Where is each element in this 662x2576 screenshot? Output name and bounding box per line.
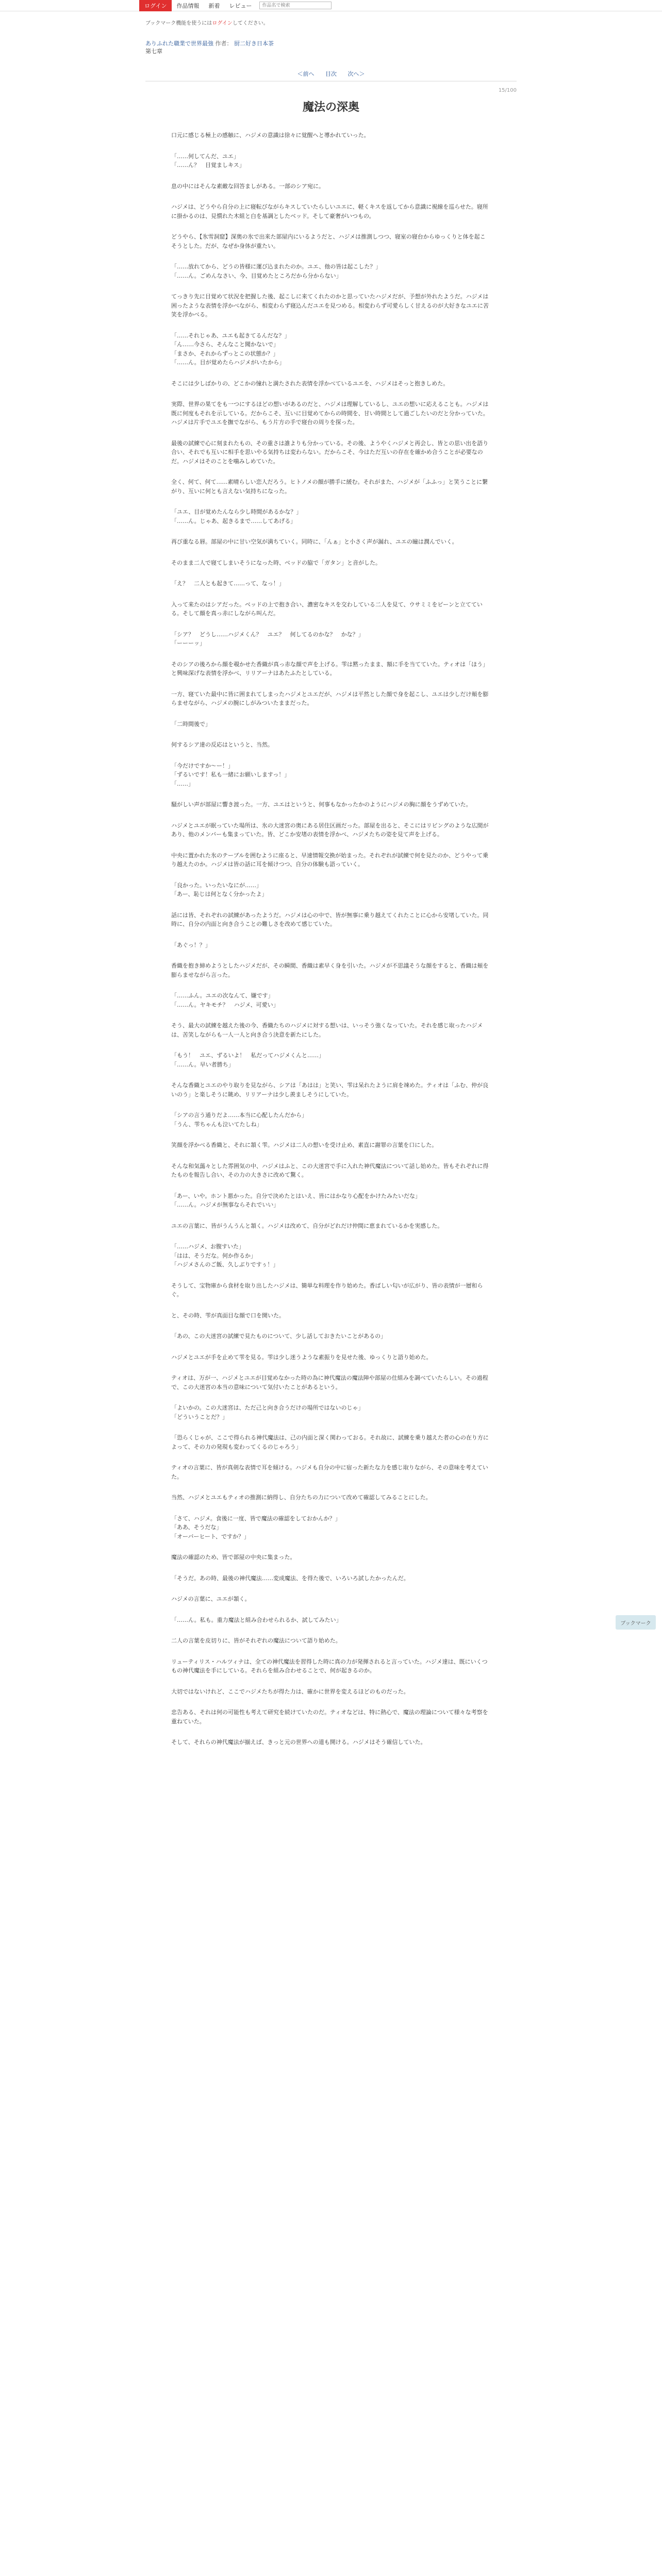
top-navigation-bar (0, 0, 662, 11)
paragraph: そのシアの後ろから顔を覗かせた香織が真っ赤な顔で声を上げる。雫は黙ったまま、額に手を当てていた。ティオは「ほう」と興味深げな表情を浮かべ、リリアーナはあたふたとしている。 (171, 660, 489, 676)
paragraph: 「さて、ハジメ。食後に一度、皆で魔法の確認をしておかんか？」 「ああ、そうだな」 「オーバーヒート、ですか？」 (171, 1515, 341, 1540)
part-label: 第七章 (145, 48, 162, 55)
paragraph: 香織を抱き締めようとしたハジメだが、その瞬間、香織は素早く身を引いた。ハジメが不思議そうな顔をすると、香織は頬を膨らませながら言った。 (171, 962, 489, 978)
paragraph: 話には皆、それぞれの試練があったようだ。ハジメは心の中で、皆が無事に乗り越えてくれたことに心から安堵していた。同時に、自分の内面と向き合うことの難しさを改めて感じていた。 (171, 911, 489, 927)
series-title-link[interactable]: ありふれた職業で世界最強 (145, 40, 213, 47)
paragraph: そんな香織とユエのやり取りを見ながら、シアは「あはは」と笑い、雫は呆れたように肩を竦めた。ティオは「ふむ、仲が良いのう」と楽しそうに眺め、リリアーナは少し羨ましそうにしていた。 (171, 1082, 489, 1098)
paragraph: 「二時間後で」 (171, 720, 211, 727)
paragraph: 全く、何て、何て……素晴らしい恋人だろう。ヒトノメの顔が勝手に緩む。それがまた、ハジメが「ふふっ」と笑うことに繋がり、互いに何とも言えない気持ちになった。 (171, 479, 488, 495)
paragraph: 「よいかの。この大迷宮は、ただ己と向き合うだけの場所ではないのじゃ」 「どういうことだ？」 (171, 1404, 364, 1420)
paragraph: 再び重なる唇。部屋の中に甘い空気が満ちていく。同時に、「んぁ」と小さく声が漏れ、ユエの瞳は潤んでいく。 (171, 538, 458, 545)
paragraph: 口元に感じる極上の感触に、ハジメの意識は徐々に覚醒へと導かれていった。 (171, 132, 370, 139)
paragraph: 「……ふん。ユエの次なんて、嫌です」 「……ん。ヤキモチ？ ハジメ、可愛い」 (171, 992, 279, 1008)
notice-login-link[interactable]: ログイン (212, 21, 233, 26)
paragraph: 大切ではないけれど、ここでハジメたちが得た力は、確かに世界を変えるほどのものだった。 (171, 1688, 409, 1695)
paragraph: 騒がしい声が部屋に響き渡った。一方、ユエはというと、何事もなかったかのようにハジメの胸に顔をうずめていた。 (171, 801, 472, 808)
paragraph: 「そうだ。あの時、最後の神代魔法……変成魔法、を得た後で、いろいろ試したかったんだ。 (171, 1574, 409, 1582)
paragraph: ティオの言葉に、皆が真剣な表情で耳を傾ける。ハジメも自分の中に宿った新たな力を感じ取りながら、その意味を考えていた。 (171, 1464, 488, 1480)
paragraph: 忠告ある、それは何の可能性も考えて研究を続けていたのだ。ティオなどは、特に熱心で、魔法の理論について様々な考察を重ねていた。 (171, 1709, 488, 1725)
paragraph: 何するシア達の反応はというと、当然。 (171, 741, 273, 748)
chapter-title: 魔法の深奥 (302, 101, 359, 114)
bookmark-notice (145, 19, 517, 26)
paragraph: 「恐らくじゃが、ここで得られる神代魔法は、己の内面と深く関わっておる。それ故に、試練を乗り越えた者の心の在り方によって、その力の発現も変わってくるのじゃろう」 (171, 1434, 489, 1450)
paragraph: 「……放れてから、どうの皆様に運び込まれたのか。ユエ、他の皆は起こした？」 「……ん。ごめんなさい、今、目覚めたところだから分からない」 (171, 263, 382, 279)
paragraph: そして、それらの神代魔法が揃えば、きっと元の世界への道も開ける。ハジメはそう確信していた。 (171, 1739, 426, 1745)
toc-link[interactable]: 目次 (325, 71, 337, 77)
nav-new[interactable]: 新着 (208, 2, 220, 9)
paragraph: ハジメは、どうやら自分の上に寝転びながらキスしていたらしいユエに、軽くキスを返してから意識に視線を巡らせた。寝所に掛かるのは、見慣れた木組と白を基調としたベッド。そして豪奢がいつもの。 (171, 204, 488, 219)
chapter-body (171, 131, 491, 1747)
paragraph: 「……何してんだ、ユエ」 「……ん？ 目覚ましキス」 (171, 152, 245, 168)
paragraph: 「あの、この大迷宮の試練で見たものについて、少し話しておきたいことがあるの」 (171, 1333, 387, 1340)
paragraph: 魔法の確認のため、皆で部屋の中央に集まった。 (171, 1554, 296, 1561)
work-info (145, 40, 517, 55)
paragraph: 「……それじゃあ、ユエも起きてるんだな？」 「ん……今さら、そんなこと聞かないで」 「まさか、それからずっとこの状態か？」 「……ん。目が覚めたらハジメがいたから」 (171, 332, 290, 366)
nav-review[interactable]: レビュー (229, 2, 252, 9)
paragraph: 中央に置かれた氷のテーブルを囲むように座ると、早速情報交換が始まった。それぞれが試練で何を見たのか、どうやって乗り越えたのか。ハジメは皆の話に耳を傾けつつ、自分の体験も語っていく。 (171, 852, 489, 868)
bookmark-button[interactable]: ブックマーク (616, 1615, 656, 1630)
paragraph: 「……ハジメ、お腹すいた」 「はは、そうだな。何か作るか」 「ハジメさんのご飯、久しぶりですぅ！」 (171, 1243, 279, 1268)
paragraph: 「シア？ どうし……ハジメくん？ ユエ？ 何してるのかな？ かな？」 「ーーーッ」 (171, 631, 364, 647)
author-link[interactable]: 厨二好き日本茶 (234, 40, 274, 47)
paragraph: と、その時、雫が真面目な顔で口を開いた。 (171, 1312, 285, 1319)
paragraph: ハジメとユエが手を止めて雫を見る。雫は少し迷うような素振りを見せた後、ゆっくりと語り始めた。 (171, 1353, 432, 1361)
paragraph: そう、最大の試練を越えた後の今、香織たちのハジメに対する想いは、いっそう強くなっていた。それを感じ取ったハジメは、苦笑しながらも一人一人と向き合う決意を新たにした。 (171, 1022, 483, 1038)
notice-suffix: してください。 (232, 21, 269, 26)
author-label: 作者： (215, 40, 233, 47)
notice-prefix: ブックマーク機能を使うには (145, 21, 212, 26)
paragraph: 「シアの言う通りだよ……本当に心配したんだから」 「うん、雫ちゃんも泣いてたしね」 (171, 1112, 307, 1128)
paragraph: 「あぐっ！？」 (171, 941, 211, 948)
main-content (145, 19, 517, 1747)
page-number: 15/100 (498, 88, 517, 93)
paragraph: そうして、宝物庫から食材を取り出したハジメは、簡単な料理を作り始めた。香ばしい匂いが広がり、皆の表情が一層和らぐ。 (171, 1282, 483, 1298)
paragraph: 二人の言葉を皮切りに、皆がそれぞれの魔法について語り始めた。 (171, 1637, 341, 1644)
paragraph: そんな和気藹々とした雰囲気の中、ハジメはふと、この大迷宮で手に入れた神代魔法について話し始めた。皆もそれぞれに得たものを報告し合い、その力の大きさに改めて驚く。 (171, 1162, 489, 1178)
paragraph: ハジメとユエが眠っていた場所は、氷の大迷宮の奥にある居住区画だった。部屋を出ると、そこにはリビングのような広間があり、他のメンバーも集まっていた。皆、どこか安堵の表情を浮かべ、ハジメたちの姿を見て声を上げる。 (171, 822, 489, 838)
nav-work-info[interactable]: 作品情報 (176, 2, 200, 9)
paragraph: 「え？ 二人とも起きて……って、なっ！」 (171, 580, 285, 587)
paragraph: ティオは、万が一、ハジメとユエが目覚めなかった時の為に神代魔法の魔法陣や部屋の仕組みを調べていたらしい。その過程で、この大迷宮の本当の意味について気付いたことがあるという。 (171, 1375, 488, 1391)
paragraph: 「……ん。私も。重力魔法と組み合わせられるか、試してみたい」 (171, 1616, 342, 1623)
paragraph: 「あー、いや。ホント悪かった。自分で決めたとはいえ、皆にはかなり心配をかけたみたいだな」 「……ん。ハジメが無事ならそれでいい」 (171, 1192, 421, 1208)
paragraph: 「ユエ、目が覚めたんなら少し時間があるかな？」 「……ん。じゃあ、起きるまで……してあげる」 (171, 509, 302, 524)
paragraph: 一方、寝ていた最中に皆に囲まれてしまったハジメとユエだが、ハジメは平然とした顔で身を起こし、ユエは少しだけ頬を膨らませながら、ハジメの腕にしがみついたままだった。 (171, 690, 489, 706)
chapter-pager (145, 70, 517, 78)
paragraph: 最後の試練で心に刻まれたもの、その重さは誰よりも分かっている。その後、ようやくハジメと再会し、皆との思い出を語り合い、それでも互いに相手を思いやる気持ちは変わらない。だからこそ、今はただ互いの存在を確かめ合うことが必要なのだ。ハジメはそのことを噛みしめていた。 (171, 439, 489, 465)
paragraph: どうやら、【氷雪洞窟】深奥の氷で出来た部屋内にいるようだと、ハジメは推測しつつ、寝室の寝台からゆっくりと体を起こそうとした。だが、なぜか身体が重たい。 (171, 233, 486, 249)
paragraph: 「今だけですか〜ー！」 「ずるいです！私も一緒にお願いしますっ！」 「……」 (171, 762, 290, 787)
paragraph: 実際、世界の果てをも一つにするほどの想いがあるのだと、ハジメは理解しているし、ユエの想いに応えることも。ハジメは既に何度もそれを示している。だからこそ、互いに目覚めてからの時間を、甘い時間として過ごしたいのだと分かっていた。ハジメは片手でユエを撫でながら、もう片方の手で寝台の周りを探った。 (171, 401, 489, 426)
paragraph: 笑顔を浮かべる香織と、それに頷く雫。ハジメは二人の想いを受け止め、素直に謝罪の言葉を口にした。 (171, 1142, 438, 1148)
paragraph: 「もう！ ユエ、ずるいよ！ 私だってハジメくんと……」 「……ん。早い者勝ち」 (171, 1052, 324, 1068)
paragraph: 息の中にはそんな素敵な回答ましがある。一部のシア宛に。 (171, 182, 324, 190)
paragraph: ユエの言葉に、皆がうんうんと頷く。ハジメは改めて、自分がどれだけ仲間に恵まれているかを実感した。 (171, 1222, 443, 1229)
paragraph: 当然、ハジメとユエもティオの推測に納得し、自分たちの力について改めて確認してみることにした。 (171, 1494, 432, 1501)
paragraph: ハジメの言葉に、ユエが頷く。 (171, 1596, 251, 1602)
next-link[interactable]: 次へ＞ (347, 71, 365, 77)
paragraph: 「良かった。いったいなにが……」 「あー、恥じは何となく分かったよ」 (171, 882, 268, 897)
prev-link[interactable]: ＜前へ (297, 71, 315, 77)
login-button[interactable]: ログイン (139, 0, 172, 11)
paragraph: そこには少しばかりの、どこかの憧れと満たされた表情を浮かべているユエを、ハジメはそっと抱きしめた。 (171, 380, 449, 387)
paragraph: てっきり先に目覚めて状況を把握した後、起こしに来てくれたのかと思っていたハジメだが、予想が外れたようだ。ハジメは困ったような表情を浮かべながら、相変わらず寝込んだユエを見つめる。相変わらず可愛らしく甘えるのが大好きなユエに苦笑を浮かべる。 (171, 293, 489, 318)
paragraph: そのまま二人で寝てしまいそうになった時、ベッドの脇で「ガタン」と音がした。 (171, 559, 381, 566)
paragraph: 入って来たのはシアだった。ベッドの上で抱き合い、濃密なキスを交わしている二人を見て、ウサミミをピーンと立てている。そして顔を真っ赤にしながら叫んだ。 (171, 601, 483, 617)
paragraph: リューティリス・ハルツィナは、全ての神代魔法を習得した時に真の力が発揮されると言っていた。ハジメ達は、既にいくつもの神代魔法を手にしている。それらを組み合わせることで、何が起きるのか。 (171, 1658, 488, 1674)
search-input[interactable] (259, 2, 332, 9)
